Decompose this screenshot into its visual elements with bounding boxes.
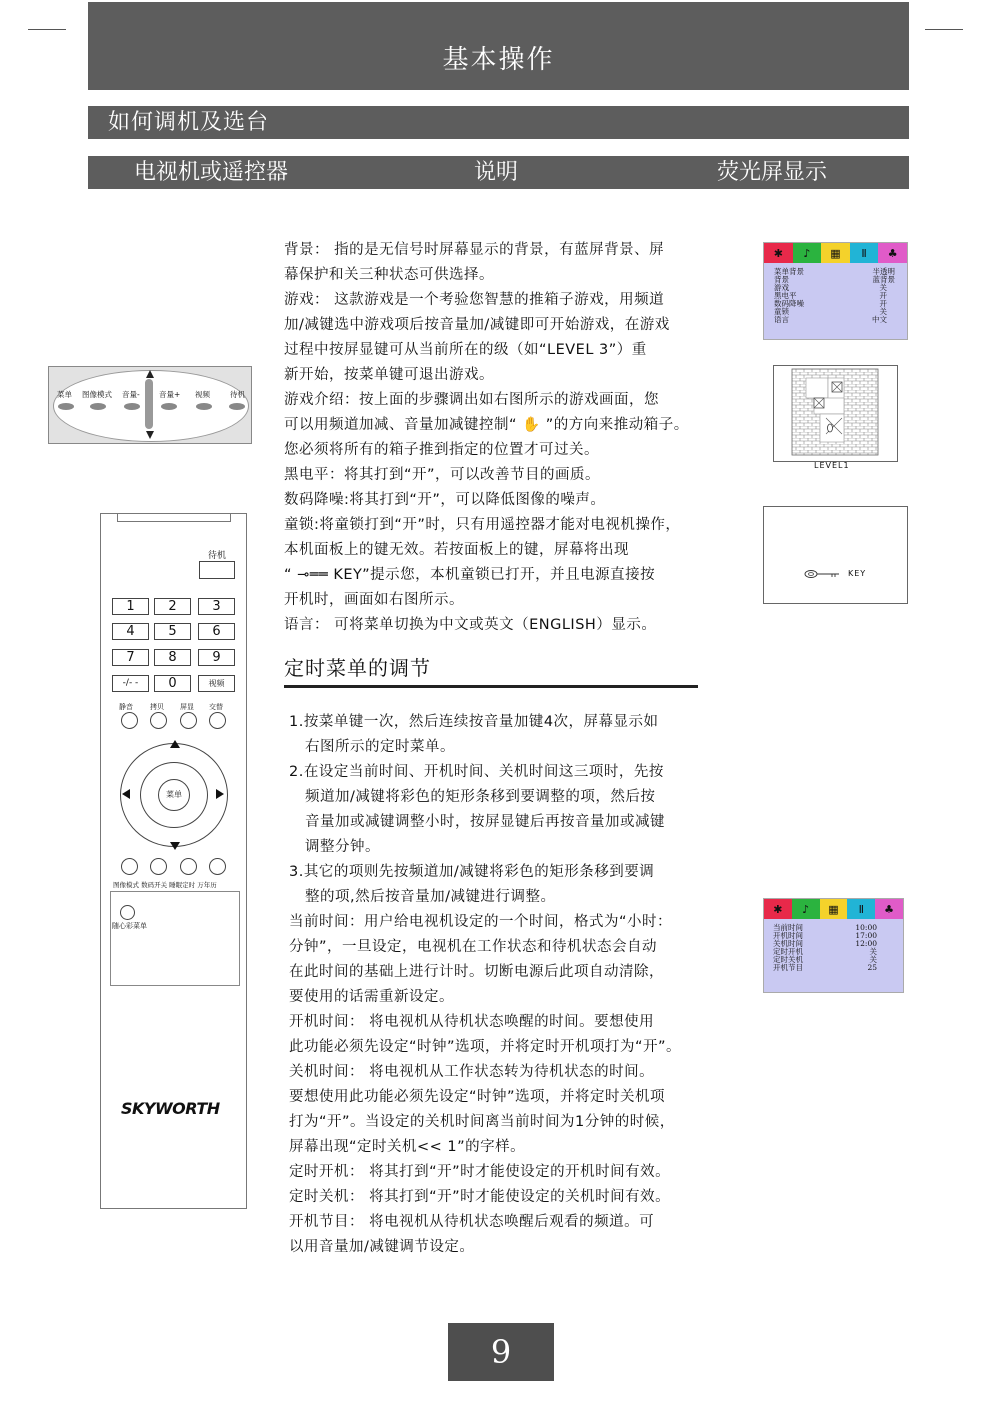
- swap-button[interactable]: [209, 712, 226, 729]
- description-block-2: [289, 710, 734, 1260]
- background-desc-line: 背景： 指的是无信号时屏幕显示的背景，有蓝屏背景、屏: [284, 242, 665, 258]
- function-tab-icon: ▦: [820, 899, 848, 919]
- page-number: 9: [448, 1323, 554, 1381]
- panel-label-standby: 待机: [230, 390, 245, 399]
- step-2-line: 调整分钟。: [305, 839, 380, 855]
- color-menu-button[interactable]: [120, 905, 135, 920]
- dash-button[interactable]: -/- -: [112, 675, 149, 692]
- osd-timer-label: 开机节目: [773, 963, 803, 972]
- osd-timer-label: 关机时间: [773, 939, 803, 948]
- copy-button[interactable]: [150, 712, 167, 729]
- osd-item-label: 黑电平: [774, 291, 797, 300]
- current-time-line: 在此时间的基础上进行计时。切断电源后此项自动清除，: [289, 964, 664, 980]
- off-time-line: 要想使用此功能必须先设定“时钟”选项，并将定时关机项: [289, 1089, 666, 1105]
- digit-3-button[interactable]: 3: [198, 598, 235, 615]
- osd-timer-value: 12:00: [855, 939, 877, 948]
- background-desc-line: 幕保护和关三种状态可供选择。: [284, 267, 494, 283]
- crop-mark-left: [28, 29, 66, 30]
- black-level-desc: 黑电平：将其打到“开”，可以改善节目的画质。: [284, 467, 601, 483]
- page-title: 基本操作: [88, 2, 909, 90]
- osd-timer-label: 当前时间: [773, 923, 803, 932]
- osd-item-value: 关: [879, 307, 887, 316]
- function-tab-icon: ▦: [821, 243, 850, 263]
- timer-tab-bar: [764, 899, 903, 919]
- game-desc-line: 游戏： 这款游戏是一个考验您智慧的推箱子游戏，用频道: [284, 292, 665, 308]
- brand-logo: SKYWORTH: [121, 1099, 220, 1118]
- osd-item-label: 童锁: [774, 307, 789, 316]
- osd-item-value: 蓝背景: [872, 275, 895, 284]
- osd-timer-label: 定时开机: [773, 947, 803, 956]
- remote-control: [100, 513, 247, 1209]
- nav-up-icon[interactable]: [170, 740, 180, 748]
- digit-8-button[interactable]: 8: [154, 649, 191, 666]
- mute-label: 静音: [119, 703, 133, 711]
- digit-9-button[interactable]: 9: [198, 649, 235, 666]
- standby-button[interactable]: [199, 561, 235, 579]
- sound-tab-icon: ♪: [793, 243, 822, 263]
- digit-5-button[interactable]: 5: [154, 623, 191, 640]
- osd-timer-label: 开机时间: [773, 931, 803, 940]
- power-on-channel-line: 开机节目： 将电视机从待机状态唤醒后观看的频道。可: [289, 1214, 655, 1230]
- panel-button-standby[interactable]: [229, 403, 245, 410]
- channel-rocker[interactable]: [145, 379, 153, 429]
- osd-item-value: 中文: [872, 315, 887, 324]
- description-block-1: [284, 238, 734, 638]
- timer-on-desc: 定时开机： 将其打到“开”时才能使设定的开机时间有效。: [289, 1164, 671, 1180]
- child-lock-line: 本机面板上的键无效。若按面板上的键，屏幕将出现: [284, 542, 629, 558]
- game-desc-line: 过程中按屏显键可从当前所在的级（如“LEVEL 3”）重: [284, 342, 647, 358]
- osd-item-value: 半透明: [872, 267, 895, 276]
- child-lock-line: 童锁:将童锁打到“开”时，只有用遥控器才能对电视机操作，: [284, 517, 681, 533]
- panel-button-picture[interactable]: [90, 403, 106, 410]
- channel-tab-icon: ♣: [878, 243, 907, 263]
- picture-tab-icon: ✱: [764, 899, 792, 919]
- game-board: [774, 366, 897, 461]
- timer-tab-icon: Ⅱ: [847, 899, 875, 919]
- sleep-timer-button[interactable]: [180, 858, 197, 875]
- channel-tab-icon: ♣: [875, 899, 903, 919]
- osd-timer-value: 关: [869, 947, 877, 956]
- osd-item-value: 开: [879, 299, 887, 308]
- off-time-line: 屏幕出现“定时关机<< 1”的字样。: [289, 1139, 526, 1155]
- step-2-line: 2.在设定当前时间、开机时间、关机时间这三项时，先按: [289, 764, 664, 780]
- panel-button-av[interactable]: [196, 403, 212, 410]
- game-desc-line: 加/减键选中游戏项后按音量加/减键即可开始游戏，在游戏: [284, 317, 670, 333]
- swap-label: 交替: [209, 703, 223, 711]
- calendar-button[interactable]: [209, 858, 226, 875]
- nav-down-icon[interactable]: [170, 842, 180, 850]
- crop-mark-right: [925, 29, 963, 30]
- timer-off-desc: 定时关机： 将其打到“开”时才能使设定的关机时间有效。: [289, 1189, 671, 1205]
- game-intro-line: 可以用频道加减、音量加减键控制“ ✋ ”的方向来推动箱子。: [284, 417, 689, 433]
- osd-item-label: 背景: [774, 275, 789, 284]
- picture-mode-button[interactable]: [121, 858, 138, 875]
- sound-tab-icon: ♪: [792, 899, 820, 919]
- panel-label-menu: 菜单: [57, 390, 72, 399]
- step-1-line: 1.按菜单键一次，然后连续按音量加键4次，屏幕显示如: [289, 714, 659, 730]
- osd-timer-value: 10:00: [855, 923, 877, 932]
- bottom-row-labels: 图像模式 数码开关 睡眠定时 万年历: [113, 881, 217, 889]
- column-header-screen: 荧光屏显示: [717, 160, 828, 185]
- digit-4-button[interactable]: 4: [112, 623, 149, 640]
- child-lock-line: “ ⊸══ KEY”提示您，本机童锁已打开，并且电源直接按: [284, 567, 656, 583]
- osd-item-label: 数码降噪: [774, 299, 804, 308]
- game-intro-line: 您必须将所有的箱子推到指定的位置才可过关。: [284, 442, 599, 458]
- current-time-line: 要使用的话需重新设定。: [289, 989, 454, 1005]
- game-desc-line: 新开始，按菜单键可退出游戏。: [284, 367, 494, 383]
- timer-menu-screen: [763, 898, 904, 993]
- power-on-channel-line: 以用音量加/减键调节设定。: [289, 1239, 475, 1255]
- timer-menu-heading: 定时菜单的调节: [284, 656, 431, 680]
- panel-button-menu[interactable]: [58, 403, 74, 410]
- digit-0-button[interactable]: 0: [154, 675, 191, 692]
- display-button[interactable]: [180, 712, 197, 729]
- menu-button[interactable]: 菜单: [158, 779, 190, 811]
- step-3-line: 3.其它的项则先按频道加/减键将彩色的矩形条移到要调: [289, 864, 655, 880]
- features-menu-screen: [763, 242, 908, 340]
- osd-item-label: 语言: [774, 315, 789, 324]
- on-time-line: 开机时间： 将电视机从待机状态唤醒的时间。要想使用: [289, 1014, 655, 1030]
- panel-label-av: 视频: [195, 390, 210, 399]
- panel-button-vol-down[interactable]: [124, 403, 140, 410]
- column-header-bar: [88, 156, 909, 189]
- digit-6-button[interactable]: 6: [198, 623, 235, 640]
- section-heading: 如何调机及选台: [88, 106, 909, 139]
- timer-tab-icon: Ⅱ: [850, 243, 879, 263]
- channel-down-icon[interactable]: [146, 431, 154, 439]
- current-time-line: 当前时间：用户给电视机设定的一个时间，格式为“小时：: [289, 914, 673, 930]
- panel-label-vol-up: 音量+: [159, 390, 181, 399]
- osd-item-label: 游戏: [774, 283, 789, 292]
- color-menu-label: 随心彩菜单: [112, 922, 147, 930]
- child-lock-screen: [763, 506, 908, 604]
- display-label: 屏显: [180, 703, 194, 711]
- language-desc: 语言： 可将菜单切换为中文或英文（ENGLISH）显示。: [284, 617, 657, 633]
- off-time-line: 关机时间： 将电视机从工作状态转为待机状态的时间。: [289, 1064, 655, 1080]
- osd-item-label: 菜单背景: [774, 267, 804, 276]
- column-header-description: 说明: [474, 160, 519, 185]
- osd-item-value: 关: [879, 283, 887, 292]
- game-intro-line: 游戏介绍：按上面的步骤调出如右图所示的游戏画面，您: [284, 392, 659, 408]
- av-button[interactable]: 视频: [198, 675, 235, 692]
- copy-label: 拷贝: [150, 703, 164, 711]
- current-time-line: 分钟”，一旦设定，电视机在工作状态和待机状态会自动: [289, 939, 658, 955]
- nav-left-icon[interactable]: [122, 789, 130, 799]
- panel-button-vol-up[interactable]: [161, 403, 177, 410]
- digit-7-button[interactable]: 7: [112, 649, 149, 666]
- panel-label-picture: 图像模式: [82, 390, 112, 399]
- game-level-label: LEVEL1: [814, 461, 850, 470]
- remote-ir-window: [117, 514, 231, 522]
- picture-tab-icon: ✱: [764, 243, 793, 263]
- digit-2-button[interactable]: 2: [154, 598, 191, 615]
- osd-timer-label: 定时关机: [773, 955, 803, 964]
- digit-1-button[interactable]: 1: [112, 598, 149, 615]
- step-1-line: 右图所示的定时菜单。: [305, 739, 455, 755]
- noise-reduction-desc: 数码降噪:将其打到“开”，可以降低图像的噪声。: [284, 492, 606, 508]
- column-header-device: 电视机或遥控器: [134, 160, 289, 185]
- off-time-line: 打为“开”。当设定的关机时间离当前时间为1分钟的时候，: [289, 1114, 675, 1130]
- osd-timer-value: 25: [867, 963, 877, 972]
- heading-underline: [284, 685, 698, 688]
- step-2-line: 音量加或减键调整小时，按屏显键后再按音量加或减键: [305, 814, 665, 830]
- key-label: KEY: [848, 569, 867, 578]
- step-2-line: 频道加/减键将彩色的矩形条移到要调整的项，然后按: [305, 789, 656, 805]
- osd-timer-value: 关: [869, 955, 877, 964]
- step-3-line: 整的项,然后按音量加/减键进行调整。: [305, 889, 556, 905]
- key-icon: [804, 569, 840, 579]
- osd-timer-value: 17:00: [855, 931, 877, 940]
- digital-switch-button[interactable]: [150, 858, 167, 875]
- game-screen: [773, 365, 898, 462]
- standby-label: 待机: [208, 551, 227, 561]
- menu-tab-bar: [764, 243, 907, 263]
- tv-front-panel: [48, 366, 252, 444]
- panel-label-vol-down: 音量-: [122, 390, 140, 399]
- child-lock-line: 开机时，画面如右图所示。: [284, 592, 464, 608]
- osd-item-value: 开: [879, 291, 887, 300]
- mute-button[interactable]: [121, 712, 138, 729]
- on-time-line: 此功能必须先设定“时钟”选项，并将定时开机项打为“开”。: [289, 1039, 682, 1055]
- nav-right-icon[interactable]: [216, 789, 224, 799]
- channel-up-icon[interactable]: [146, 370, 154, 378]
